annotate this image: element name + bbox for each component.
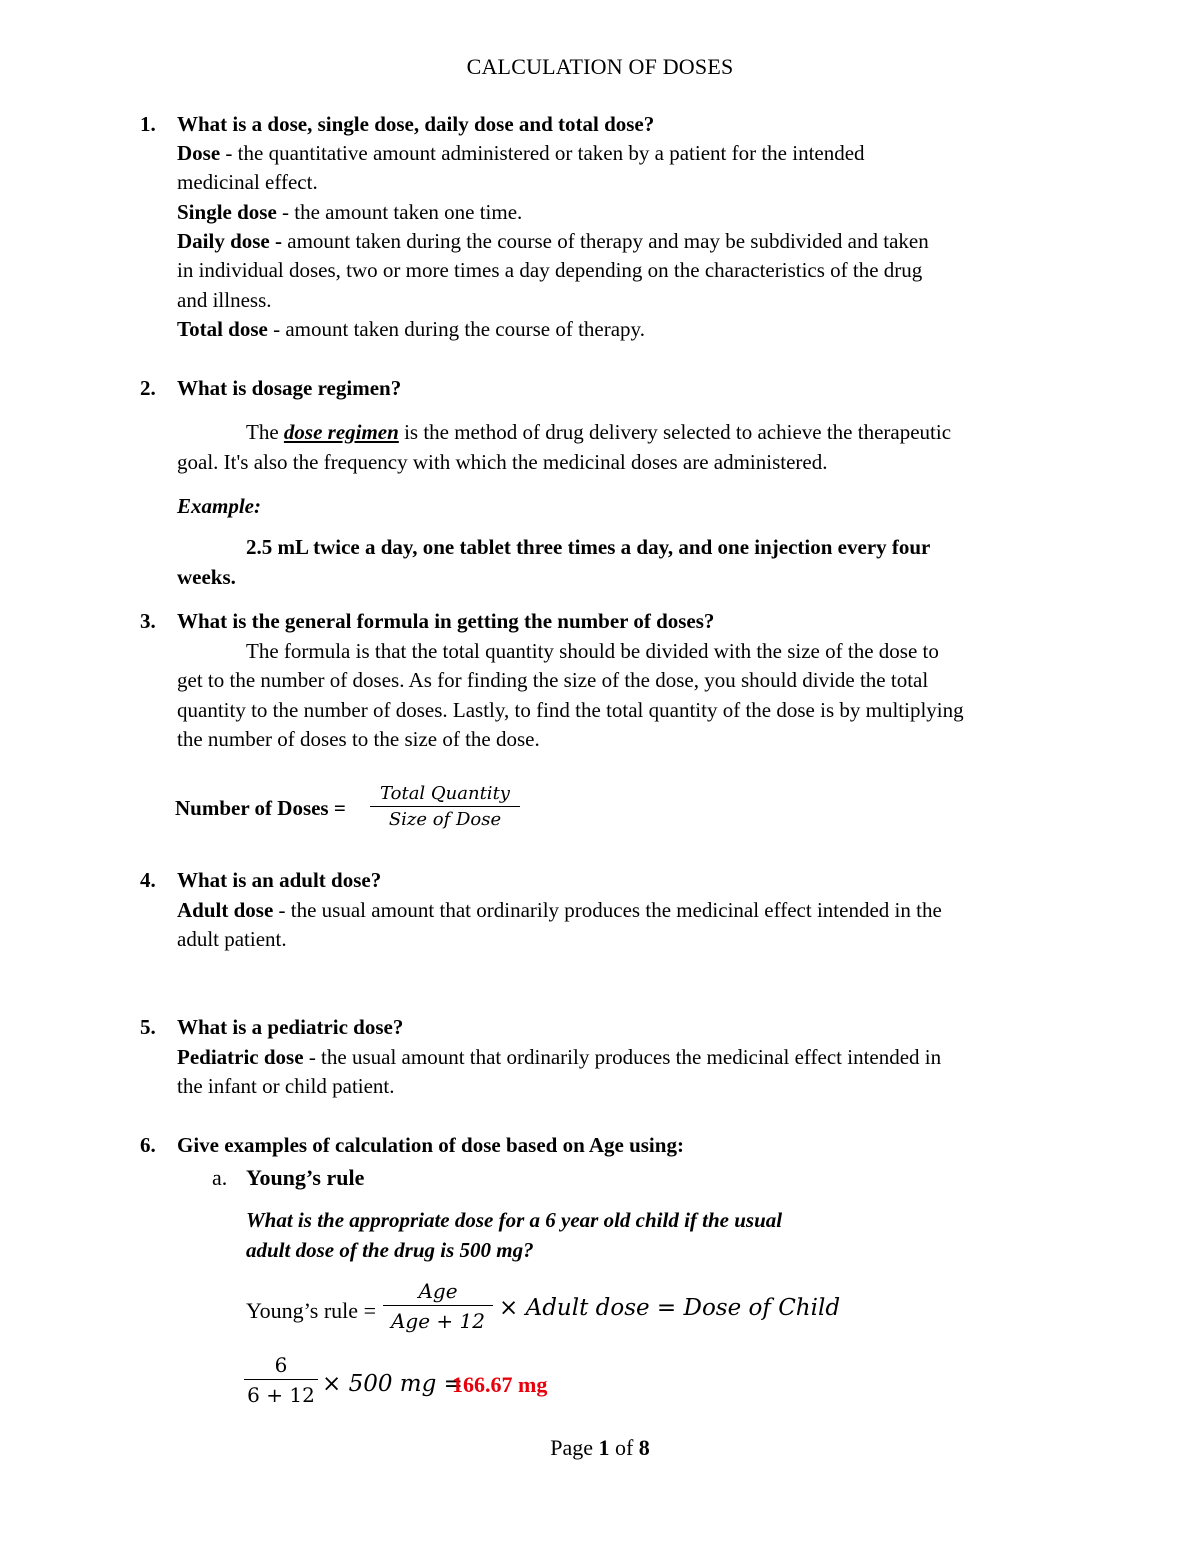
total-dose-text: - amount taken during the course of therapy. — [267, 317, 645, 341]
example-line-2: weeks. — [177, 565, 236, 589]
question-3: What is the general formula in getting the number of doses? — [177, 609, 715, 633]
daily-dose-term: Daily dose - — [177, 229, 282, 253]
example-line-1: 2.5 mL twice a day, one tablet three times a day, and one injection every four — [246, 535, 931, 559]
sub-item-a-letter: a. — [212, 1165, 228, 1190]
page-current: 1 — [598, 1435, 610, 1460]
question-1: What is a dose, single dose, daily dose and total dose? — [177, 112, 655, 136]
dose-term: Dose — [177, 141, 221, 165]
page-label: Page — [550, 1435, 599, 1460]
question-2: What is dosage regimen? — [177, 376, 402, 400]
adult-dose-definition-line-1 — [177, 896, 942, 925]
example-label: Example: — [177, 494, 261, 518]
dose-definition-text: - the quantitative amount administered or taken by a patient for the intended — [220, 141, 865, 165]
dose-definition-line-2: medicinal effect. — [177, 170, 318, 194]
youngs-rule-numerator: Age — [418, 1279, 458, 1303]
page-footer — [0, 1433, 1200, 1462]
pediatric-dose-definition-line-1 — [177, 1043, 941, 1072]
youngs-rule-denominator: Age + 12 — [390, 1309, 485, 1333]
question-number-4: 4. — [140, 868, 156, 892]
calculation-numerator: 6 — [274, 1353, 288, 1377]
formula-paragraph-line-1: The formula is that the total quantity should be divided with the size of the dose to — [246, 639, 939, 663]
question-number-3: 3. — [140, 609, 156, 633]
calculation-fraction — [244, 1352, 318, 1410]
question-5: What is a pediatric dose? — [177, 1015, 404, 1039]
formula-paragraph-line-4: the number of doses to the size of the dose. — [177, 727, 540, 751]
of-label: of — [609, 1435, 639, 1460]
total-dose-term: Total dose — [177, 317, 268, 341]
pediatric-dose-definition-line-2: the infant or child patient. — [177, 1074, 395, 1098]
question-number-6: 6. — [140, 1133, 156, 1157]
daily-dose-definition-line-1 — [177, 227, 929, 256]
youngs-rule-label: Young’s rule = — [246, 1298, 376, 1323]
daily-dose-definition-line-3: and illness. — [177, 288, 272, 312]
single-dose-text: - the amount taken one time. — [276, 200, 523, 224]
regimen-post-text: is the method of drug delivery selected to achieve the therapeutic — [398, 420, 952, 444]
calculation-denominator: 6 + 12 — [247, 1383, 315, 1407]
question-number-2: 2. — [140, 376, 156, 400]
daily-dose-text: amount taken during the course of therapy and may be subdivided and taken — [282, 229, 929, 253]
question-4: What is an adult dose? — [177, 868, 382, 892]
question-number-1: 1. — [140, 112, 156, 136]
fraction-numerator: Total Quantity — [380, 783, 510, 804]
problem-line-1: What is the appropriate dose for a 6 year old child if the usual — [246, 1208, 783, 1232]
calculation-rest: × 500 mg = — [322, 1371, 463, 1397]
question-number-5: 5. — [140, 1015, 156, 1039]
adult-dose-text: - the usual amount that ordinarily produces the medicinal effect intended in the — [273, 898, 942, 922]
youngs-rule-fraction — [383, 1278, 493, 1336]
regimen-paragraph-line-1 — [246, 418, 951, 447]
number-of-doses-fraction — [370, 782, 520, 833]
single-dose-term: Single dose — [177, 200, 277, 224]
daily-dose-definition-line-2: in individual doses, two or more times a day depending on the characteristics of the drug — [177, 258, 923, 282]
formula-paragraph-line-3: quantity to the number of doses. Lastly, to find the total quantity of the dose is by multiplying — [177, 698, 964, 722]
dose-regimen-term: dose regimen — [283, 420, 399, 444]
number-of-doses-label: Number of Doses = — [175, 796, 346, 820]
dose-definition-line-1 — [177, 139, 865, 168]
calculation-result: 166.67 mg — [452, 1372, 548, 1397]
youngs-rule-heading: Young’s rule — [246, 1165, 365, 1190]
adult-dose-term: Adult dose — [177, 898, 274, 922]
fraction-denominator: Size of Dose — [388, 809, 502, 830]
page-title: CALCULATION OF DOSES — [466, 54, 734, 79]
regimen-pre-text: The — [246, 420, 284, 444]
youngs-rule-rest: × Adult dose = Dose of Child — [499, 1295, 841, 1321]
adult-dose-definition-line-2: adult patient. — [177, 927, 287, 951]
page-total: 8 — [638, 1435, 650, 1460]
pediatric-dose-text: - the usual amount that ordinarily produces the medicinal effect intended in — [303, 1045, 942, 1069]
question-6: Give examples of calculation of dose based on Age using: — [177, 1133, 684, 1157]
regimen-paragraph-line-2: goal. It's also the frequency with which the medicinal doses are administered. — [177, 450, 828, 474]
formula-paragraph-line-2: get to the number of doses. As for finding the size of the dose, you should divide the total — [177, 668, 929, 692]
problem-line-2: adult dose of the drug is 500 mg? — [246, 1238, 534, 1262]
single-dose-definition — [177, 198, 522, 227]
total-dose-definition — [177, 315, 645, 344]
pediatric-dose-term: Pediatric dose — [177, 1045, 304, 1069]
